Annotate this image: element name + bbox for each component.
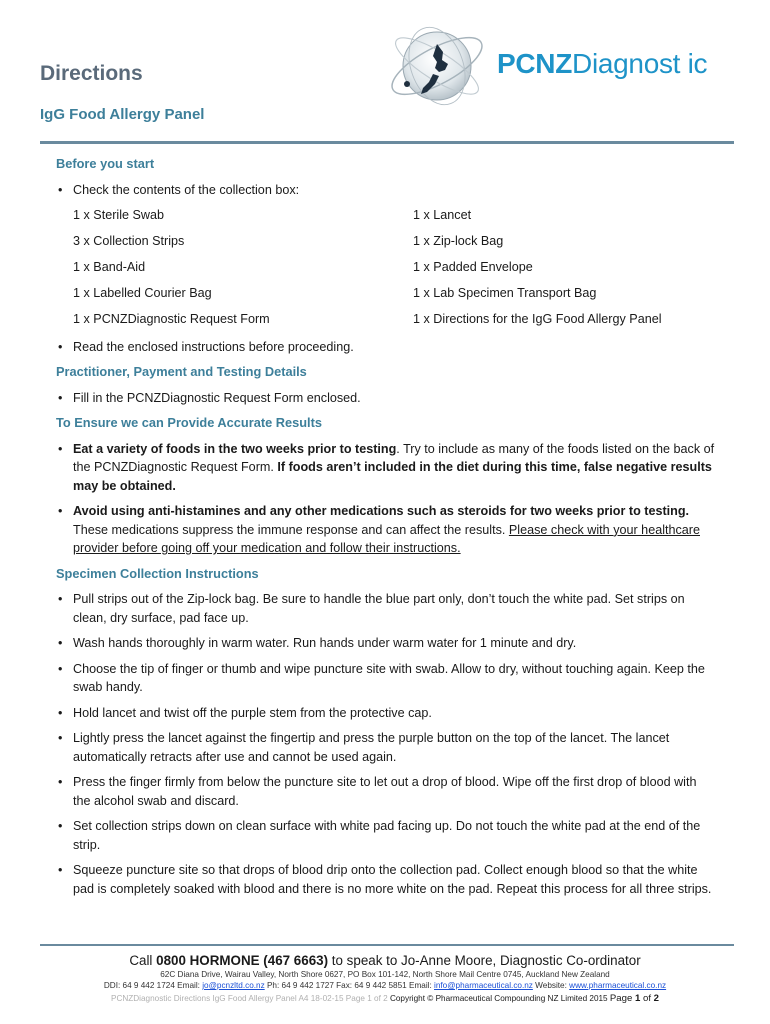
footer-contacts: DDI: 64 9 442 1724 Email: jo@pcnzltd.co.nz Ph: 64 9 442 1727 Fax: 64 9 442 5851 Email: info@pharmaceutical.co.nz Website: www.pharmaceutical.co.nz (103, 981, 667, 990)
email-link-jo[interactable]: jo@pcnzltd.co.nz (202, 981, 265, 990)
list-item: • Fill in the PCNZDiagnostic Request Form enclosed. (56, 389, 716, 408)
globe-kiwi-logo-icon (385, 22, 497, 108)
website-link[interactable]: www.pharmaceutical.co.nz (569, 981, 667, 990)
list-item: • Eat a variety of foods in the two weeks prior to testing. Try to include as many of the foods listed on the back of the PCNZDiagnostic Request Form. If foods aren’t included in the diet during this time, false negative results may be obtained. (56, 440, 716, 496)
kit-item: 1 x Band-Aid (73, 260, 146, 275)
brand-logo (385, 22, 740, 108)
kit-item: 1 x Lancet (413, 208, 472, 222)
list-item: • Choose the tip of finger or thumb and wipe puncture site with swab. Allow to dry, without touching again. Keep the swab handy. (56, 660, 716, 697)
footer-address: 62C Diana Drive, Wairau Valley, North Shore 0627, PO Box 101-142, North Shore Mail Centre 0745, Auckland New Zealand (160, 970, 610, 979)
document-id: PCNZDiagnostic Directions IgG Food Allergy Panel A4 18-02-15 Page 1 of 2 (110, 994, 388, 1003)
list-item: • Pull strips out of the Zip-lock bag. Be sure to handle the blue part only, don’t touch the white pad. Set strips on clean, dry surface, pad face up. (56, 590, 716, 627)
list-item: • Hold lancet and twist off the purple stem from the protective cap. (56, 704, 716, 723)
copyright: Copyright © Pharmaceutical Compounding NZ Limited 2015 (387, 994, 610, 1003)
footer-call-line: Call 0800 HORMONE (467 6663) to speak to Jo-Anne Moore, Diagnostic Co-ordinator (129, 953, 641, 968)
brand-wordmark: PCNZDiagnost ic (497, 48, 708, 79)
page-subtitle: IgG Food Allergy Panel (40, 106, 205, 123)
kit-item: 1 x Labelled Courier Bag (73, 286, 212, 301)
kit-item: 1 x Directions for the IgG Food Allergy Panel (413, 312, 662, 327)
list-item: • Set collection strips down on clean surface with white pad facing up. Do not touch the white pad at the end of the strip. (56, 817, 716, 854)
kit-item: 1 x Sterile Swab (73, 208, 164, 222)
list-item: • Read the enclosed instructions before proceeding. (56, 338, 716, 357)
list-item: • Press the finger firmly from below the puncture site to let out a drop of blood. Wipe off the first drop of blood with the alcohol swab and discard. (56, 773, 716, 810)
list-item: • Lightly press the lancet against the fingertip and press the purple button on the top of the lancet. The lancet automatically retracts after use and cannot be used again. (56, 729, 716, 766)
footer-document-line (0, 993, 770, 1004)
list-item: • Avoid using anti-histamines and any other medications such as steroids for two weeks prior to testing. These medications suppress the immune response and can affect the results. Please check with your healthcare provider before going off your medication and follow their instructions. (56, 502, 716, 558)
kit-item: 1 x PCNZDiagnostic Request Form (73, 312, 270, 327)
specimen-steps (56, 590, 716, 898)
page-title: Directions (40, 62, 143, 85)
kit-item: 3 x Collection Strips (73, 234, 185, 249)
header-divider (40, 141, 734, 144)
section-heading-specimen: Specimen Collection Instructions (56, 565, 259, 581)
section-heading-before: Before you start (56, 156, 155, 171)
list-item: • Check the contents of the collection box: (56, 181, 716, 200)
list-item: • Squeeze puncture site so that drops of blood drip onto the collection pad. Collect enough blood so that the white pad is completely soaked with blood and there is no more white on the pad. Repeat this process for all three strips. (56, 861, 716, 898)
kit-item: 1 x Padded Envelope (413, 260, 533, 275)
kit-item: 1 x Lab Specimen Transport Bag (413, 286, 597, 301)
section-heading-accurate: To Ensure we can Provide Accurate Results (56, 415, 322, 431)
page-indicator: Page 1 of 2 (609, 993, 659, 1004)
kit-item: 1 x Zip-lock Bag (413, 234, 504, 249)
email-link-info[interactable]: info@pharmaceutical.co.nz (434, 981, 533, 990)
kit-contents-grid (56, 206, 716, 329)
before-list (56, 181, 716, 200)
footer-divider (40, 944, 734, 946)
directions-content (56, 152, 716, 905)
list-item: • Wash hands thoroughly in warm water. Run hands under warm water for 1 minute and dry. (56, 634, 716, 653)
section-heading-practitioner: Practitioner, Payment and Testing Details (56, 364, 307, 380)
